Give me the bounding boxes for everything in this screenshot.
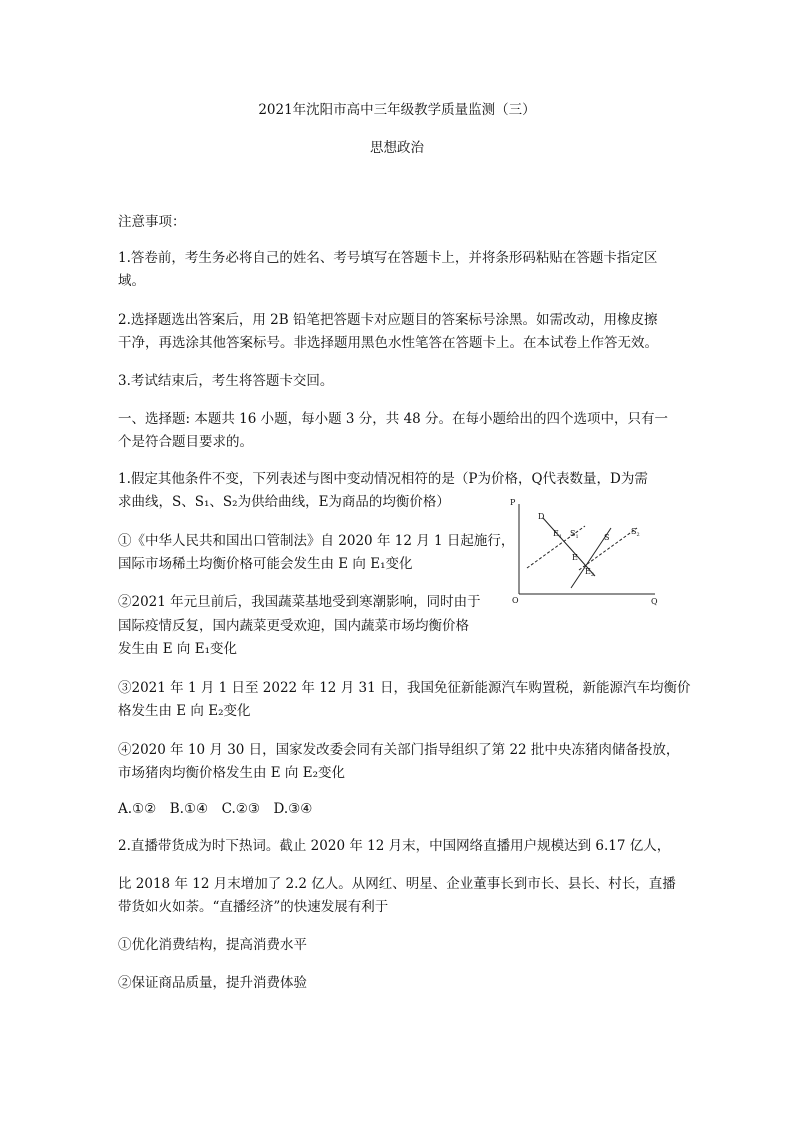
graph-label-e: E bbox=[572, 553, 578, 562]
exam-subject: 思想政治 bbox=[370, 140, 424, 156]
notice-item-1-line-2: 域。 bbox=[118, 273, 145, 289]
q1-stem-line-1: 1.假定其他条件不变，下列表述与图中变动情况相符的是（P为价格，Q代表数量，D为需 bbox=[118, 471, 648, 487]
graph-label-s1: $S_1$ bbox=[570, 529, 579, 540]
q2-stem-line-3: 带货如火如荼。“直播经济”的快速发展有利于 bbox=[118, 899, 389, 915]
graph-label-d: D bbox=[538, 512, 545, 521]
q2-stem-line-1: 2.直播带货成为时下热词。截止 2020 年 12 月末，中国网络直播用户规模达到 6.17 亿人， bbox=[118, 838, 671, 854]
notice-heading: 注意事项： bbox=[118, 214, 186, 230]
q1-option-4-line-1: ④2020 年 10 月 30 日，国家发改委会同有关部门指导组织了第 22 批中央冻猪肉储备投放， bbox=[118, 742, 680, 758]
q1-option-2-line-3: 发生由 E 向 E₁变化 bbox=[118, 641, 237, 657]
graph-label-e2: $E_2$ bbox=[585, 567, 595, 578]
graph-label-o: O bbox=[512, 596, 519, 605]
graph-label-p: P bbox=[510, 498, 516, 507]
notice-item-2-line-2: 干净，再选涂其他答案标号。非选择题用黑色水性笔答在答题卡上。在本试卷上作答无效。 bbox=[118, 335, 658, 351]
notice-item-2-line-1: 2.选择题选出答案后，用 2B 铅笔把答题卡对应题目的答案标号涂黑。如需改动，用橡皮擦 bbox=[118, 312, 658, 328]
q1-option-2-line-1: ②2021 年元旦前后，我国蔬菜基地受到寒潮影响，同时由于 bbox=[118, 594, 481, 610]
q1-option-3-line-2: 格发生由 E 向 E₂变化 bbox=[118, 703, 251, 719]
exam-title: 2021年沈阳市高中三年级教学质量监测（三） bbox=[258, 102, 536, 118]
graph-label-s2: $S_2$ bbox=[631, 527, 640, 538]
q2-option-2: ②保证商品质量，提升消费体验 bbox=[118, 975, 307, 991]
graph-label-s: S bbox=[604, 533, 610, 542]
section-1-line-2: 个是符合题目要求的。 bbox=[118, 434, 253, 450]
graph-label-q: Q bbox=[651, 597, 658, 606]
supply-demand-graph bbox=[505, 494, 665, 606]
notice-item-1-line-1: 1.答卷前，考生务必将自己的姓名、考号填写在答题卡上，并将条形码粘贴在答题卡指定区 bbox=[118, 250, 658, 266]
q1-answer-choices: A.①② B.①④ C.②③ D.③④ bbox=[118, 801, 313, 817]
q2-option-1: ①优化消费结构，提高消费水平 bbox=[118, 937, 307, 953]
q1-option-3-line-1: ③2021 年 1 月 1 日至 2022 年 12 月 31 日，我国免征新能源汽车购置税，新能源汽车均衡价 bbox=[118, 680, 691, 696]
q1-option-4-line-2: 市场猪肉均衡价格发生由 E 向 E₂变化 bbox=[118, 765, 345, 781]
q2-stem-line-2: 比 2018 年 12 月末增加了 2.2 亿人。从网红、明星、企业董事长到市长、县长、村长，直播 bbox=[118, 876, 676, 892]
section-1-line-1: 一、选择题: 本题共 16 小题，每小题 3 分，共 48 分。在每小题给出的四个选项中，只有一 bbox=[118, 411, 669, 427]
notice-item-3: 3.考试结束后，考生将答题卡交回。 bbox=[118, 373, 334, 389]
q1-option-2-line-2: 国际疫情反复，国内蔬菜更受欢迎，国内蔬菜市场均衡价格 bbox=[118, 618, 469, 634]
q1-option-1-line-1: ①《中华人民共和国出口管制法》自 2020 年 12 月 1 日起施行， bbox=[118, 533, 515, 549]
graph-label-e1: $E_1$ bbox=[553, 529, 563, 540]
q1-option-1-line-2: 国际市场稀土均衡价格可能会发生由 E 向 E₁变化 bbox=[118, 556, 413, 572]
q1-stem-line-2: 求曲线，S、S₁、S₂为供给曲线，E为商品的均衡价格） bbox=[118, 494, 450, 510]
